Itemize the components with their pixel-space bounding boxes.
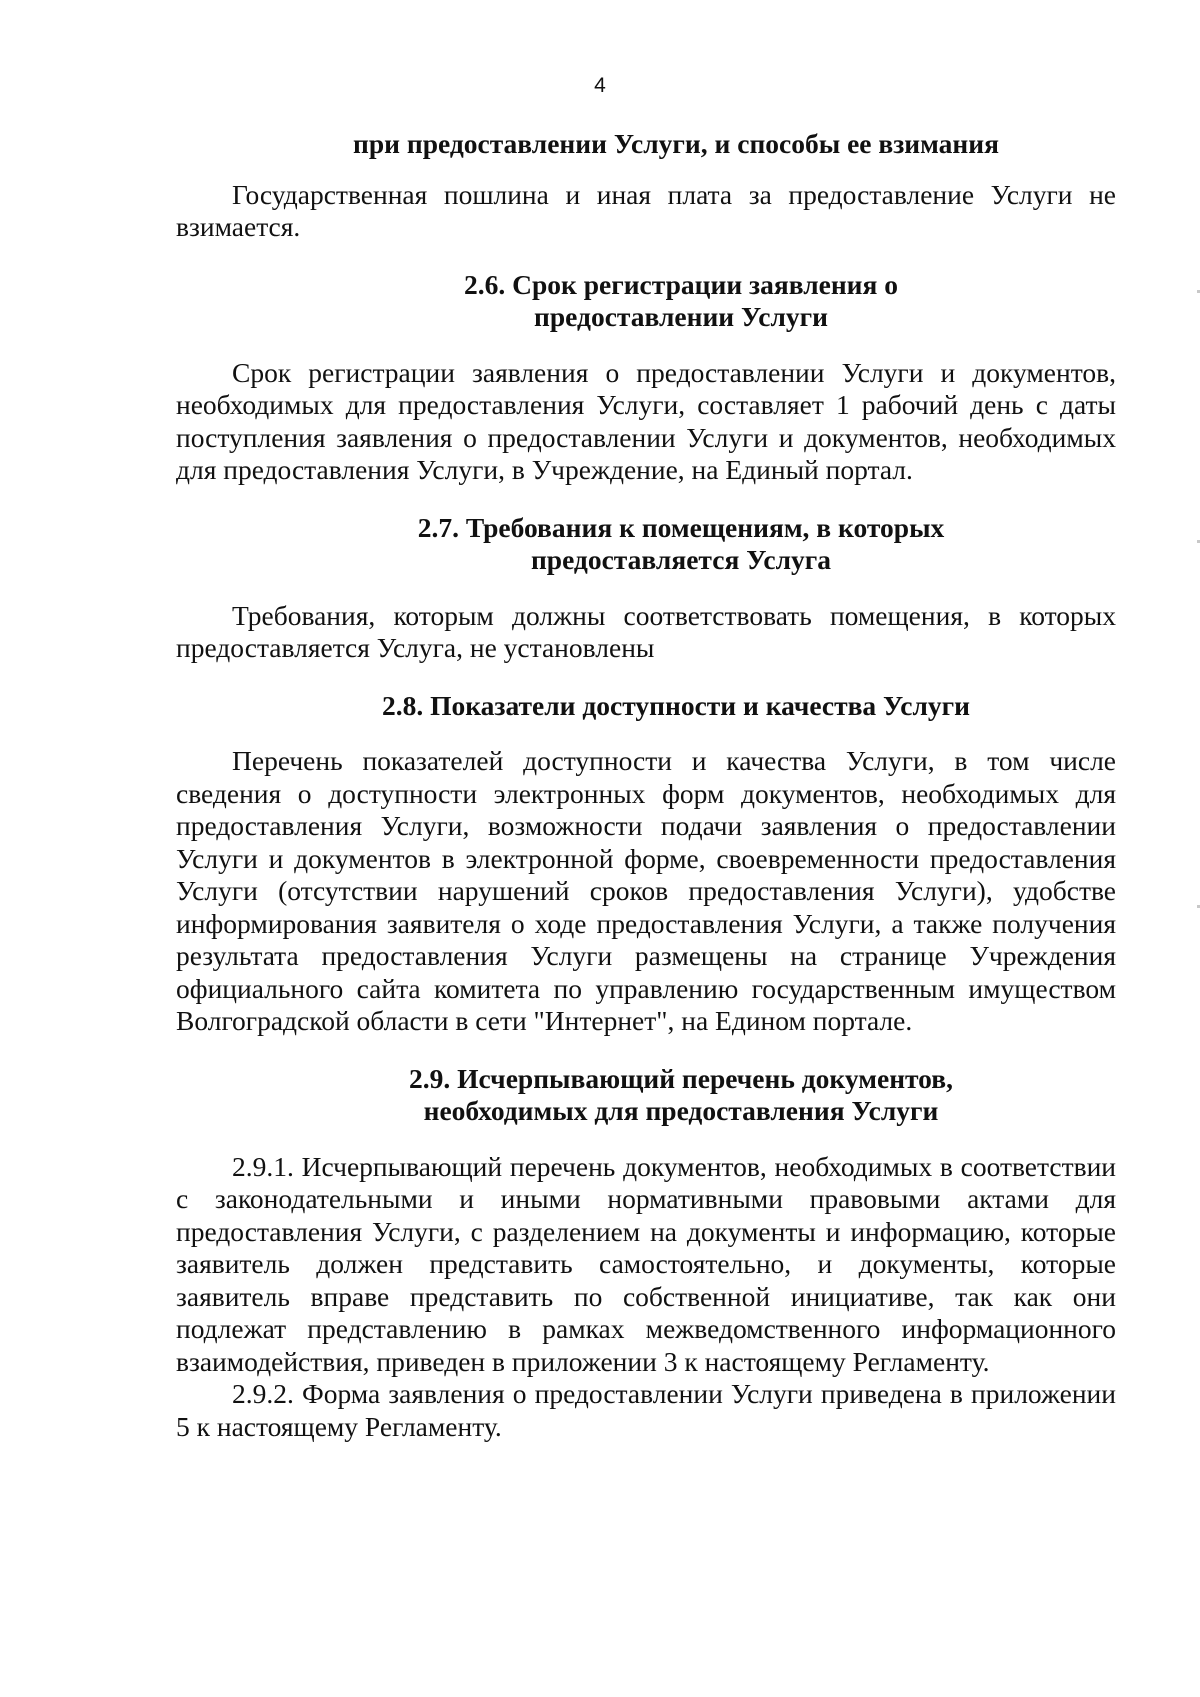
paragraph-accessibility-indicators: Перечень показателей доступности и качества Услуги, в том числе сведения о доступности электронных форм документов, необходимых для предоставления Услуги, возможности подачи заявления о предоставлении Услуги и документов в электронной форме, своевременности предоставления Услуги (отсутствии нарушений сроков предоставления Услуги), удобстве информирования заявителя о ходе предоставления Услуги, а также получения результата предоставления Услуги размещены на странице Учреждения официального сайта комитета по управлению государственным имуществом Волгоградской области в сети "Интернет", на Едином портале. bbox=[176, 745, 1116, 1036]
section-heading-2-8: 2.8. Показатели доступности и качества Услуги bbox=[381, 689, 970, 721]
paragraph-2-9-2: 2.9.2. Форма заявления о предоставлении Услуги приведена в приложении 5 к настоящему Регламенту. bbox=[176, 1378, 1116, 1442]
document-body bbox=[176, 128, 1116, 1443]
section-heading-2-9: 2.9. Исчерпывающий перечень документов, необходимых для предоставления Услуги bbox=[409, 1062, 953, 1126]
paragraph-premises-requirements: Требования, которым должны соответствовать помещения, в которых предоставляется Услуга, не установлены bbox=[176, 599, 1116, 663]
section-heading-2-6: 2.6. Срок регистрации заявления о предоставлении Услуги bbox=[463, 268, 899, 332]
section-heading-2-7: 2.7. Требования к помещениям, в которых предоставляется Услуга bbox=[417, 511, 945, 575]
page-number: 4 bbox=[594, 74, 606, 97]
paragraph-2-9-1: 2.9.1. Исчерпывающий перечень документов, необходимых в соответствии с законодательными и иными нормативными правовыми актами для предоставления Услуги, с разделением на документы и информацию, которые заявитель должен представить самостоятельно, и документы, которые заявитель вправе представить по собственной инициативе, так как они подлежат представлению в рамках межведомственного информационного взаимодействия, приведен в приложении 3 к настоящему Регламенту. bbox=[176, 1150, 1116, 1377]
paragraph-state-fee: Государственная пошлина и иная плата за предоставление Услуги не взимается. bbox=[176, 178, 1116, 242]
section-heading-fee-collection: при предоставлении Услуги, и способы ее взимания bbox=[353, 128, 999, 159]
paragraph-registration-term: Срок регистрации заявления о предоставлении Услуги и документов, необходимых для предоставления Услуги, составляет 1 рабочий день с даты поступления заявления о предоставлении Услуги и документов, необходимых для предоставления Услуги, в Учреждение, на Единый портал. bbox=[176, 356, 1116, 485]
